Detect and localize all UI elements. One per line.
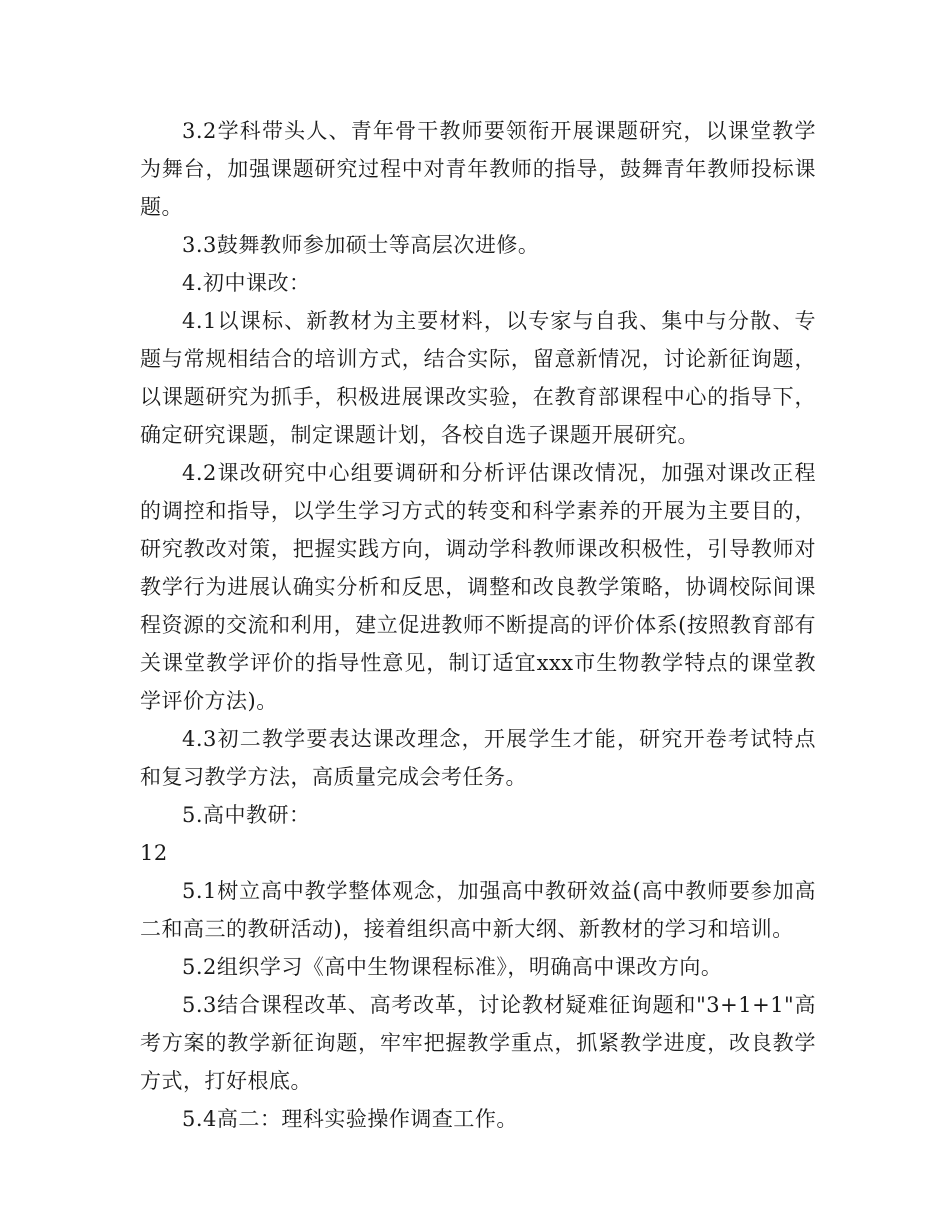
page-number: 12 <box>140 841 168 865</box>
paragraph-5-3: 5.3结合课程改革、高考改革，讨论教材疑难征询题和"3+1+1"高考方案的教学新征询题，牢牢把握教学重点，抓紧教学进度，改良教学方式，打好根底。 <box>140 993 816 1093</box>
paragraph-5-1: 5.1树立高中教学整体观念，加强高中教研效益(高中教师要参加高二和高三的教研活动)，接着组织高中新大纲、新教材的学习和培训。 <box>140 879 816 941</box>
paragraph-5-2: 5.2组织学习《高中生物课程标准》，明确高中课改方向。 <box>182 955 723 979</box>
document-body <box>140 112 816 1138</box>
paragraph-3-2: 3.2学科带头人、青年骨干教师要领衔开展课题研究，以课堂教学为舞台，加强课题研究过程中对青年教师的指导，鼓舞青年教师投标课题。 <box>140 119 816 219</box>
paragraph-4-3: 4.3初二教学要表达课改理念，开展学生才能，研究开卷考试特点和复习教学方法，高质量完成会考任务。 <box>140 727 816 789</box>
heading-junior-reform: 4.初中课改： <box>182 271 311 295</box>
paragraph-3-3: 3.3鼓舞教师参加硕士等高层次进修。 <box>182 233 540 257</box>
paragraph-5-4: 5.4高二：理科实验操作调查工作。 <box>182 1107 518 1131</box>
paragraph-4-2: 4.2课改研究中心组要调研和分析评估课改情况，加强对课改正程的调控和指导，以学生学习方式的转变和科学素养的开展为主要目的，研究教改对策，把握实践方向，调动学科教师课改积极性，引导教师对教学行为进展认确实分析和反思，调整和改良教学策略，协调校际间课程资源的交流和利用，建立促进教师不断提高的评价体系(按照教育部有关课堂教学评价的指导性意见，制订适宜xxx市生物教学特点的课堂教学评价方法)。 <box>140 461 816 713</box>
heading-senior-research: 5.高中教研： <box>182 803 311 827</box>
paragraph-4-1: 4.1以课标、新教材为主要材料，以专家与自我、集中与分散、专题与常规相结合的培训方式，结合实际，留意新情况，讨论新征询题，以课题研究为抓手，积极进展课改实验，在教育部课程中心的指导下，确定研究课题，制定课题计划，各校自选子课题开展研究。 <box>140 309 816 447</box>
